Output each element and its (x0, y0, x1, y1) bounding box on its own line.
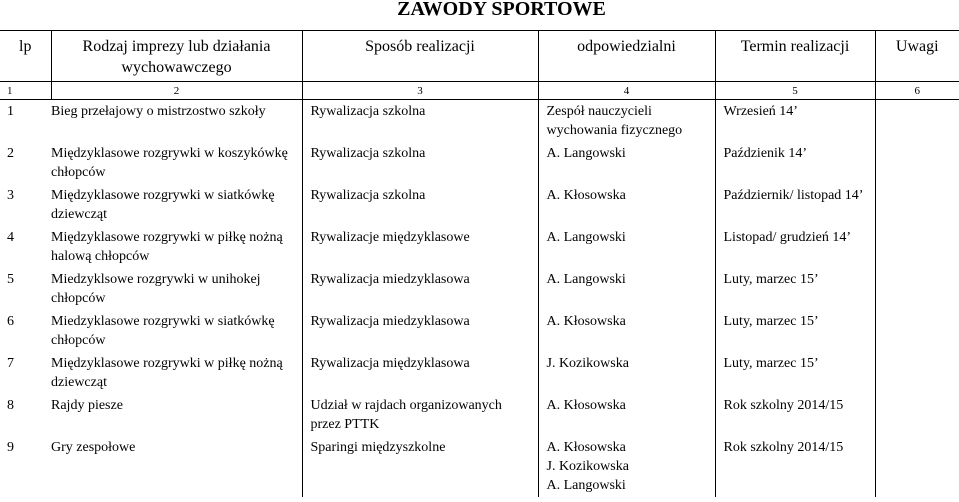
event-date: Rok szkolny 2014/15 (715, 436, 875, 497)
column-number: 4 (538, 82, 715, 100)
column-header-lp: lp (0, 31, 51, 82)
event-name: Rajdy piesze (51, 394, 302, 436)
column-number: 1 (0, 82, 51, 100)
table-row (0, 394, 959, 436)
event-responsible: J. Kozikowska (538, 352, 715, 394)
table-row (0, 352, 959, 394)
event-date: Luty, marzec 15’ (715, 310, 875, 352)
event-date: Luty, marzec 15’ (715, 268, 875, 310)
event-responsible: A. Kłosowska (538, 310, 715, 352)
column-number-row (0, 82, 959, 100)
table-body (0, 100, 959, 498)
column-header-date: Termin realizacji (715, 31, 875, 82)
table-row (0, 268, 959, 310)
event-responsible: A. Kłosowska (538, 394, 715, 436)
event-date: Paździenik 14’ (715, 142, 875, 184)
header-row (0, 31, 959, 82)
event-notes (875, 142, 959, 184)
page-title: ZAWODY SPORTOWE (397, 0, 606, 20)
table-row (0, 310, 959, 352)
event-name: Międzyklasowe rozgrywki w piłkę nożną halową chłopców (51, 226, 302, 268)
event-notes (875, 394, 959, 436)
column-number: 3 (302, 82, 538, 100)
column-header-name: Rodzaj imprezy lub działania wychowawczego (51, 31, 302, 82)
event-name: Międzyklasowe rozgrywki w koszykówkę chłopców (51, 142, 302, 184)
events-table (0, 30, 959, 497)
column-number: 5 (715, 82, 875, 100)
event-date: Rok szkolny 2014/15 (715, 394, 875, 436)
row-number: 4 (7, 230, 14, 245)
event-name: Bieg przełajowy o mistrzostwo szkoły (51, 100, 302, 143)
event-name: Miedzyklsowe rozgrywki w unihokej chłopców (51, 268, 302, 310)
row-number: 7 (7, 356, 14, 371)
column-header-notes: Uwagi (875, 31, 959, 82)
event-name: Gry zespołowe (51, 436, 302, 497)
event-responsible: A. Langowski (538, 268, 715, 310)
event-notes (875, 268, 959, 310)
event-responsible: Zespół nauczycieli wychowania fizycznego (538, 100, 715, 143)
row-number: 1 (0, 100, 51, 143)
event-responsible: A. Langowski (538, 142, 715, 184)
table-row (0, 142, 959, 184)
event-responsible: A. Kłosowska (538, 184, 715, 226)
table-row (0, 226, 959, 268)
column-header-method: Sposób realizacji (302, 31, 538, 82)
table-row (0, 184, 959, 226)
event-date: Wrzesień 14’ (715, 100, 875, 143)
event-notes (875, 310, 959, 352)
event-responsible: A. Kłosowska J. Kozikowska A. Langowski (538, 436, 715, 497)
event-notes (875, 226, 959, 268)
column-header-responsible: odpowiedzialni (538, 31, 715, 82)
row-number: 9 (7, 440, 14, 455)
event-date: Listopad/ grudzień 14’ (715, 226, 875, 268)
event-method: Rywalizacja szkolna (302, 184, 538, 226)
table-row (0, 100, 959, 143)
event-method: Rywalizacja miedzyklasowa (302, 310, 538, 352)
column-number: 6 (875, 82, 959, 100)
event-method: Rywalizacje międzyklasowe (302, 226, 538, 268)
table-row (0, 436, 959, 497)
event-method: Rywalizacja międzyklasowa (302, 352, 538, 394)
event-method: Rywalizacja miedzyklasowa (302, 268, 538, 310)
event-responsible: A. Langowski (538, 226, 715, 268)
event-notes (875, 436, 959, 497)
event-method: Sparingi międzyszkolne (302, 436, 538, 497)
event-method: Udział w rajdach organizowanych przez PTTK (302, 394, 538, 436)
row-number: 6 (7, 314, 14, 329)
event-name: Międzyklasowe rozgrywki w siatkówkę dziewcząt (51, 184, 302, 226)
event-method: Rywalizacja szkolna (302, 100, 538, 143)
row-number: 2 (7, 146, 14, 161)
event-notes (875, 352, 959, 394)
row-number: 8 (7, 398, 14, 413)
event-date: Październik/ listopad 14’ (715, 184, 875, 226)
column-number: 2 (51, 82, 302, 100)
event-method: Rywalizacja szkolna (302, 142, 538, 184)
event-notes (875, 100, 959, 143)
row-number: 3 (7, 188, 14, 203)
event-notes (875, 184, 959, 226)
event-date: Luty, marzec 15’ (715, 352, 875, 394)
event-name: Międzyklasowe rozgrywki w piłkę nożną dziewcząt (51, 352, 302, 394)
row-number: 5 (7, 272, 14, 287)
event-name: Miedzyklasowe rozgrywki w siatkówkę chłopców (51, 310, 302, 352)
